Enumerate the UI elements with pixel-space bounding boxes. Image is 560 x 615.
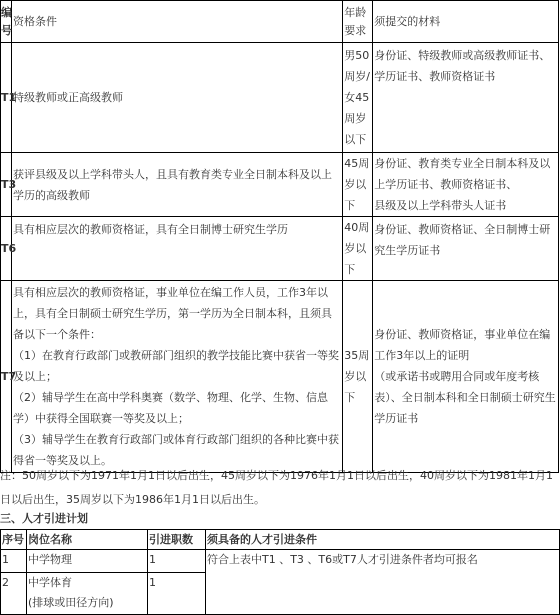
shared-requirement: 符合上表中T1 、T3 、T6或T7人才引进条件者均可报名 [206,550,560,615]
qualification-table-header [1,1,559,43]
recruitment-table-header [1,530,560,550]
row-no: T1 [1,43,12,153]
header-condition: 资格条件 [12,1,343,43]
row-no: T6 [1,217,12,281]
table-row [1,281,559,473]
row-condition: 具有相应层次的教师资格证，具有全日制博士研究生学历 [12,217,343,281]
header-post: 岗位名称 [27,530,148,550]
header-count: 引进职数 [148,530,206,550]
row-materials: 身份证、教师资格证，事业单位在编工作3年以上的证明 （或承诺书或聘用合同或年度考核表）、全日制本科和全日制硕士研究生学历证书 [373,281,559,473]
header-materials: 须提交的材料 [373,1,559,43]
header-requirement: 须具备的人才引进条件 [206,530,560,550]
table-row [1,217,559,281]
row-age: 男50周岁/女45周岁以下 [343,43,373,153]
age-note: 注：50周岁以下为1971年1月1日以后出生，45周岁以下为1976年1月1日以后出生，40周岁以下为1981年1月1日以后出生，35周岁以下为1986年1月1日以后出生。 [0,469,553,506]
row-age: 45周岁以下 [343,153,373,217]
row-no: T7 [1,281,12,473]
recruitment-plan-table [0,529,560,615]
row-materials: 身份证、特级教师或高级教师证书、学历证书、教师资格证书 [373,43,559,153]
section-title: 三、人才引进计划 [0,512,88,525]
row-post: 中学体育 (排球或田径方向) [27,573,148,615]
table-row [1,153,559,217]
header-seq: 序号 [1,530,27,550]
row-materials: 身份证、教育类专业全日制本科及以上学历证书、教师资格证书、 县级及以上学科带头人证书 [373,153,559,217]
header-age: 年龄要求 [343,1,373,43]
table-row [1,550,560,573]
row-count: 1 [148,573,206,615]
row-post: 中学物理 [27,550,148,573]
row-materials: 身份证、教师资格证、全日制博士研究生学历证书 [373,217,559,281]
row-count: 1 [148,550,206,573]
row-condition: 特级教师或正高级教师 [12,43,343,153]
row-no: T3 [1,153,12,217]
header-no: 编号 [1,1,12,43]
row-seq: 1 [1,550,27,573]
row-seq: 2 [1,573,27,615]
row-condition: 获评县级及以上学科带头人，且具有教育类专业全日制本科及以上学历的高级教师 [12,153,343,217]
row-age: 40周岁以下 [343,217,373,281]
row-condition: 具有相应层次的教师资格证，事业单位在编工作人员，工作3年以上，具有全日制硕士研究生学历，第一学历为全日制本科，且须具备以下一个条件： （1）在教育行政部门或教研部门组织的教学技能比赛中获省一等奖及以上； （2）辅导学生在高中学科奥赛（数学、物理、化学、生物、信息学）中获得全国联赛一等奖及以上； （3）辅导学生在教育行政部门或体育行政部门组织的各种比赛中获得省一等奖及以上。 [12,281,343,473]
row-age: 35周岁以下 [343,281,373,473]
table-row [1,43,559,153]
